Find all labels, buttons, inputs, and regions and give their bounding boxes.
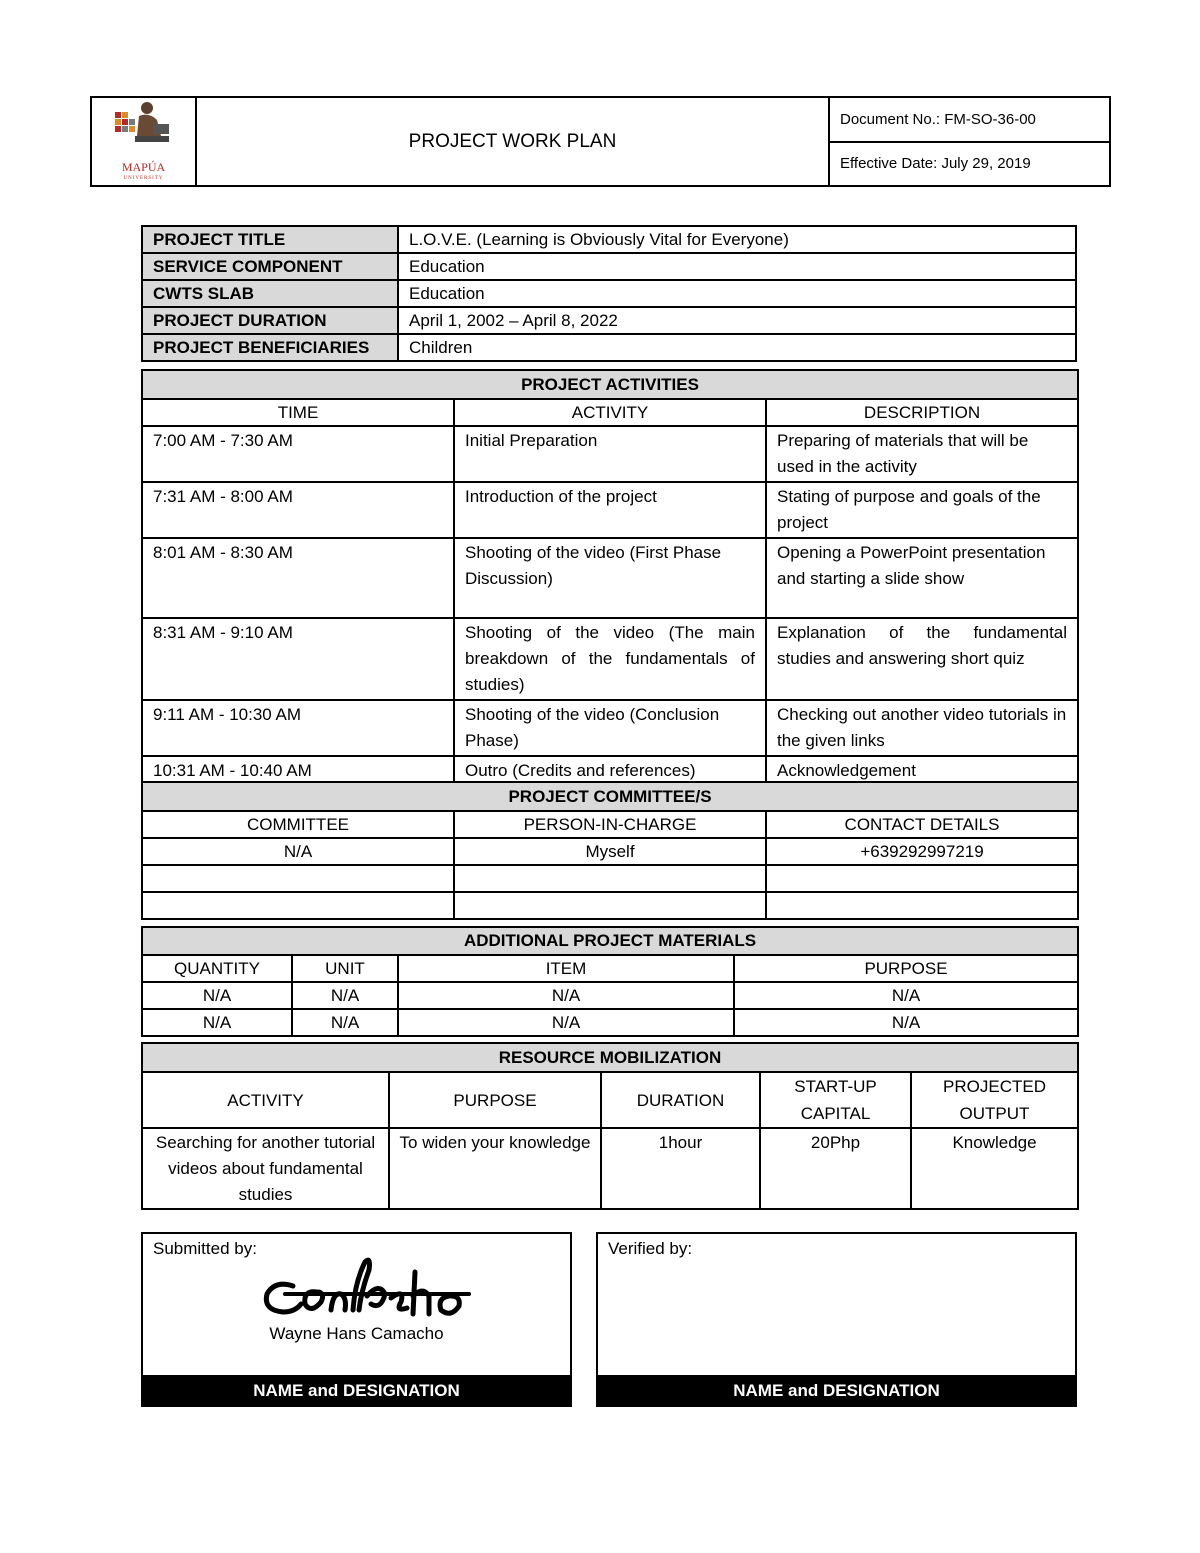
column-header: COMMITTEE <box>142 811 454 838</box>
activity-name: Outro (Credits and references) <box>454 756 766 786</box>
activity-name: Shooting of the video (The main breakdown of the fundamentals of studies) <box>454 618 766 700</box>
info-value: L.O.V.E. (Learning is Obviously Vital for Everyone) <box>398 226 1076 253</box>
column-header: PERSON-IN-CHARGE <box>454 811 766 838</box>
activity-name: Shooting of the video (First Phase Discussion) <box>454 538 766 618</box>
table-row <box>142 426 1078 482</box>
table-row <box>142 1128 1078 1209</box>
column-header: ITEM <box>398 955 734 982</box>
info-row <box>142 280 1076 307</box>
table-row <box>142 538 1078 618</box>
material-quantity: N/A <box>142 982 292 1009</box>
person-in-charge <box>454 892 766 919</box>
committee-name: N/A <box>142 838 454 865</box>
handwritten-signature <box>255 1252 485 1324</box>
submitted-by-box <box>141 1232 572 1407</box>
activity-time: 10:31 AM - 10:40 AM <box>142 756 454 786</box>
info-value: Children <box>398 334 1076 361</box>
activity-description: Explanation of the fundamental studies and answering short quiz <box>766 618 1078 700</box>
contact-details: +639292997219 <box>766 838 1078 865</box>
info-label: CWTS SLAB <box>142 280 398 307</box>
activity-description: Checking out another video tutorials in the given links <box>766 700 1078 756</box>
info-label: SERVICE COMPONENT <box>142 253 398 280</box>
column-header: DURATION <box>601 1072 760 1128</box>
info-label: PROJECT TITLE <box>142 226 398 253</box>
column-header: TIME <box>142 399 454 426</box>
material-purpose: N/A <box>734 1009 1078 1036</box>
material-quantity: N/A <box>142 1009 292 1036</box>
name-designation-bar: NAME and DESIGNATION <box>141 1375 572 1407</box>
column-header: CONTACT DETAILS <box>766 811 1078 838</box>
logo-wordmark-subtext: UNIVERSITY <box>123 176 164 181</box>
university-logo <box>109 98 179 185</box>
page-title: PROJECT WORK PLAN <box>196 97 829 186</box>
logo-cell <box>91 97 196 186</box>
project-activities-table <box>141 369 1079 787</box>
activity-time: 9:11 AM - 10:30 AM <box>142 700 454 756</box>
info-row <box>142 226 1076 253</box>
activity-description: Opening a PowerPoint presentation and starting a slide show <box>766 538 1078 618</box>
committee-name <box>142 892 454 919</box>
resource-output: Knowledge <box>911 1128 1078 1209</box>
document-header <box>90 96 1111 187</box>
material-item: N/A <box>398 1009 734 1036</box>
resource-mobilization-table <box>141 1042 1079 1210</box>
project-committee-table <box>141 781 1079 920</box>
contact-details <box>766 865 1078 892</box>
table-row <box>142 982 1078 1009</box>
activity-name: Initial Preparation <box>454 426 766 482</box>
project-info-table <box>141 225 1077 362</box>
verified-by-box <box>596 1232 1077 1407</box>
activity-name: Introduction of the project <box>454 482 766 538</box>
info-value: April 1, 2002 – April 8, 2022 <box>398 307 1076 334</box>
person-in-charge: Myself <box>454 838 766 865</box>
logo-wordmark <box>109 161 179 185</box>
info-row <box>142 334 1076 361</box>
column-header: ACTIVITY <box>142 1072 389 1128</box>
table-row <box>142 618 1078 700</box>
resource-activity: Searching for another tutorial videos about fundamental studies <box>142 1128 389 1209</box>
info-label: PROJECT BENEFICIARIES <box>142 334 398 361</box>
project-materials-table <box>141 926 1079 1037</box>
column-header: PROJECTED OUTPUT <box>911 1072 1078 1128</box>
resource-purpose: To widen your knowledge <box>389 1128 601 1209</box>
info-label: PROJECT DURATION <box>142 307 398 334</box>
column-header: QUANTITY <box>142 955 292 982</box>
activity-description: Stating of purpose and goals of the project <box>766 482 1078 538</box>
info-row <box>142 307 1076 334</box>
activity-description: Preparing of materials that will be used in the activity <box>766 426 1078 482</box>
contact-details <box>766 892 1078 919</box>
info-value: Education <box>398 253 1076 280</box>
activity-time: 8:31 AM - 9:10 AM <box>142 618 454 700</box>
committee-name <box>142 865 454 892</box>
material-unit: N/A <box>292 982 398 1009</box>
material-item: N/A <box>398 982 734 1009</box>
activity-time: 7:31 AM - 8:00 AM <box>142 482 454 538</box>
column-header: UNIT <box>292 955 398 982</box>
activity-time: 7:00 AM - 7:30 AM <box>142 426 454 482</box>
material-purpose: N/A <box>734 982 1078 1009</box>
column-header: START-UP CAPITAL <box>760 1072 911 1128</box>
activity-name: Shooting of the video (Conclusion Phase) <box>454 700 766 756</box>
section-title: PROJECT ACTIVITIES <box>142 370 1078 399</box>
document-number: Document No.: FM-SO-36-00 <box>829 97 1110 142</box>
resource-capital: 20Php <box>760 1128 911 1209</box>
table-row <box>142 865 1078 892</box>
info-value: Education <box>398 280 1076 307</box>
column-header: PURPOSE <box>734 955 1078 982</box>
column-header: DESCRIPTION <box>766 399 1078 426</box>
submitter-name: Wayne Hans Camacho <box>269 1324 444 1343</box>
logo-wordmark-text: MAPÚA <box>121 160 166 174</box>
section-title: ADDITIONAL PROJECT MATERIALS <box>142 927 1078 955</box>
resource-duration: 1hour <box>601 1128 760 1209</box>
table-row <box>142 1009 1078 1036</box>
table-row <box>142 838 1078 865</box>
column-header: ACTIVITY <box>454 399 766 426</box>
section-title: RESOURCE MOBILIZATION <box>142 1043 1078 1072</box>
person-in-charge <box>454 865 766 892</box>
logo-emblem-icon <box>109 98 179 164</box>
material-unit: N/A <box>292 1009 398 1036</box>
effective-date: Effective Date: July 29, 2019 <box>829 142 1110 187</box>
info-row <box>142 253 1076 280</box>
table-row <box>142 892 1078 919</box>
table-row <box>142 700 1078 756</box>
activity-time: 8:01 AM - 8:30 AM <box>142 538 454 618</box>
name-designation-bar: NAME and DESIGNATION <box>596 1375 1077 1407</box>
section-title: PROJECT COMMITTEE/S <box>142 782 1078 811</box>
table-row <box>142 482 1078 538</box>
verified-by-label: Verified by: <box>608 1239 693 1258</box>
activity-description: Acknowledgement <box>766 756 1078 786</box>
submitted-by-label: Submitted by: <box>153 1239 257 1258</box>
column-header: PURPOSE <box>389 1072 601 1128</box>
